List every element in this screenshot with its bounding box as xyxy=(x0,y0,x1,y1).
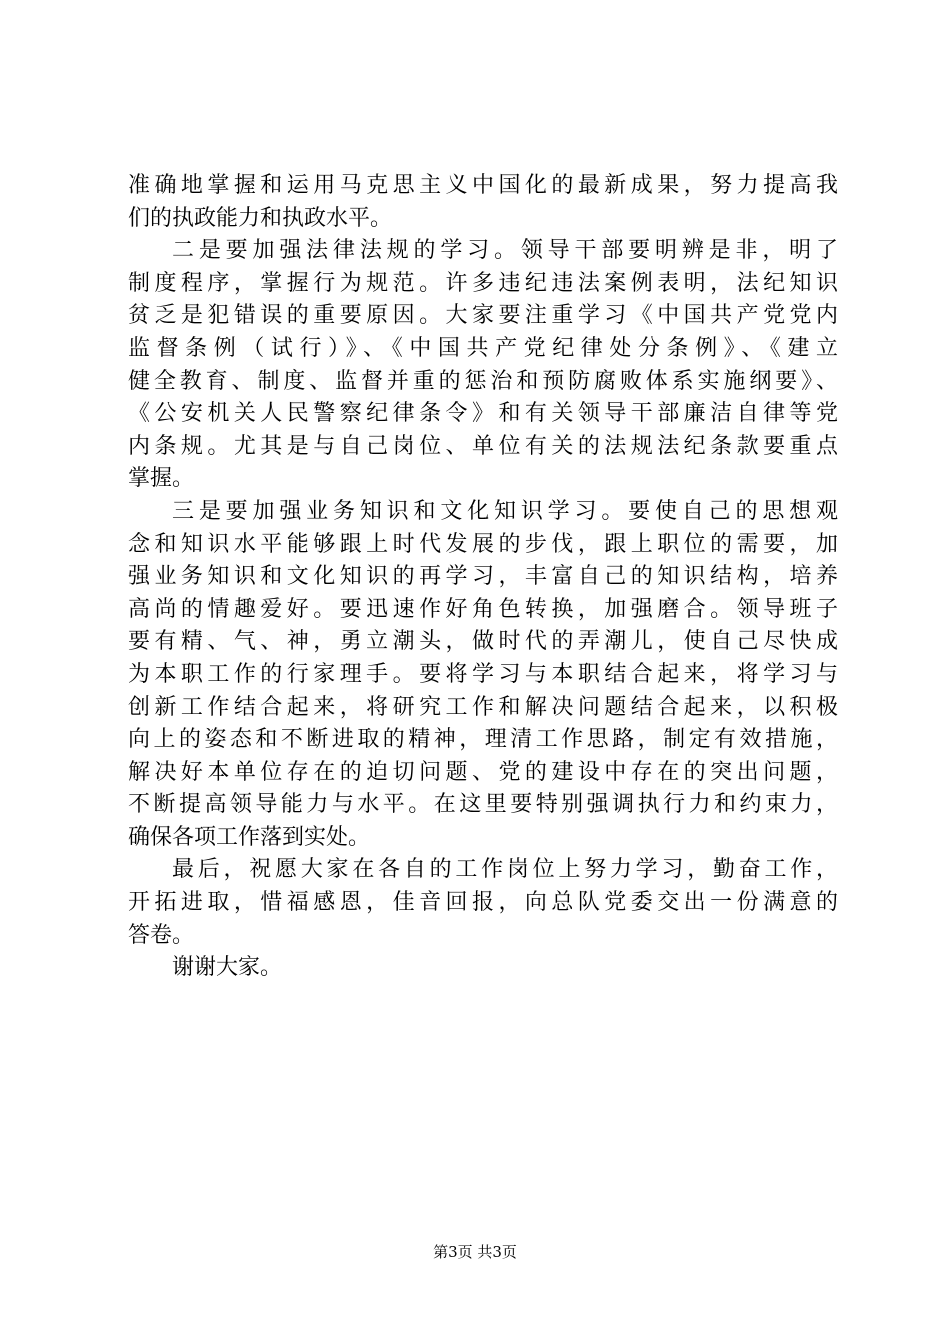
text-line: 最后，祝愿大家在各自的工作岗位上努力学习，勤奋工作， xyxy=(172,857,838,883)
text-line: 二是要加强法律法规的学习。领导干部要明辨是非，明了 xyxy=(172,238,838,264)
text-line: 监督条例（试行）》、《中国共产党纪律处分条例》、《建立 xyxy=(128,335,838,361)
text-line: 谢谢大家。 xyxy=(172,955,283,981)
paragraph-3 xyxy=(128,496,838,855)
text-line: 创新工作结合起来，将研究工作和解决问题结合起来，以积极 xyxy=(128,694,838,720)
text-line: 掌握。 xyxy=(128,466,195,492)
text-line: 为本职工作的行家理手。要将学习与本职结合起来，将学习与 xyxy=(128,661,838,687)
text-line: 答卷。 xyxy=(128,922,195,948)
text-line: 健全教育、制度、监督并重的惩治和预防腐败体系实施纲要》、 xyxy=(128,368,838,394)
document-body xyxy=(128,170,838,985)
text-line: 准确地掌握和运用马克思主义中国化的最新成果，努力提高我 xyxy=(128,173,838,198)
text-line: 三是要加强业务知识和文化知识学习。要使自己的思想观 xyxy=(172,498,838,524)
text-line: 《公安机关人民警察纪律条令》和有关领导干部廉洁自律等党 xyxy=(128,401,838,427)
paragraph-2 xyxy=(128,235,838,496)
text-line: 解决好本单位存在的迫切问题、党的建设中存在的突出问题， xyxy=(128,759,838,785)
text-line: 确保各项工作落到实处。 xyxy=(128,824,371,850)
text-line: 们的执政能力和执政水平。 xyxy=(128,205,393,231)
text-line: 贫乏是犯错误的重要原因。大家要注重学习《中国共产党党内 xyxy=(128,303,838,329)
text-line: 高尚的情趣爱好。要迅速作好角色转换，加强磨合。领导班子 xyxy=(128,596,838,622)
paragraph-1 xyxy=(128,170,838,235)
text-line: 开拓进取，惜福感恩，佳音回报，向总队党委交出一份满意的 xyxy=(128,890,838,916)
page-number-footer: 第3页 共3页 xyxy=(433,1243,517,1261)
text-line: 制度程序，掌握行为规范。许多违纪违法案例表明，法纪知识 xyxy=(128,270,838,296)
paragraph-5 xyxy=(128,952,838,985)
text-line: 内条规。尤其是与自己岗位、单位有关的法规法纪条款要重点 xyxy=(128,433,838,459)
text-line: 向上的姿态和不断进取的精神，理清工作思路，制定有效措施， xyxy=(128,727,838,753)
text-line: 念和知识水平能够跟上时代发展的步伐，跟上职位的需要，加 xyxy=(128,531,838,557)
paragraph-4 xyxy=(128,854,838,952)
text-line: 要有精、气、神，勇立潮头，做时代的弄潮儿，使自己尽快成 xyxy=(128,629,838,655)
text-line: 不断提高领导能力与水平。在这里要特别强调执行力和约束力， xyxy=(128,792,838,818)
text-line: 强业务知识和文化知识的再学习，丰富自己的知识结构，培养 xyxy=(128,564,838,590)
